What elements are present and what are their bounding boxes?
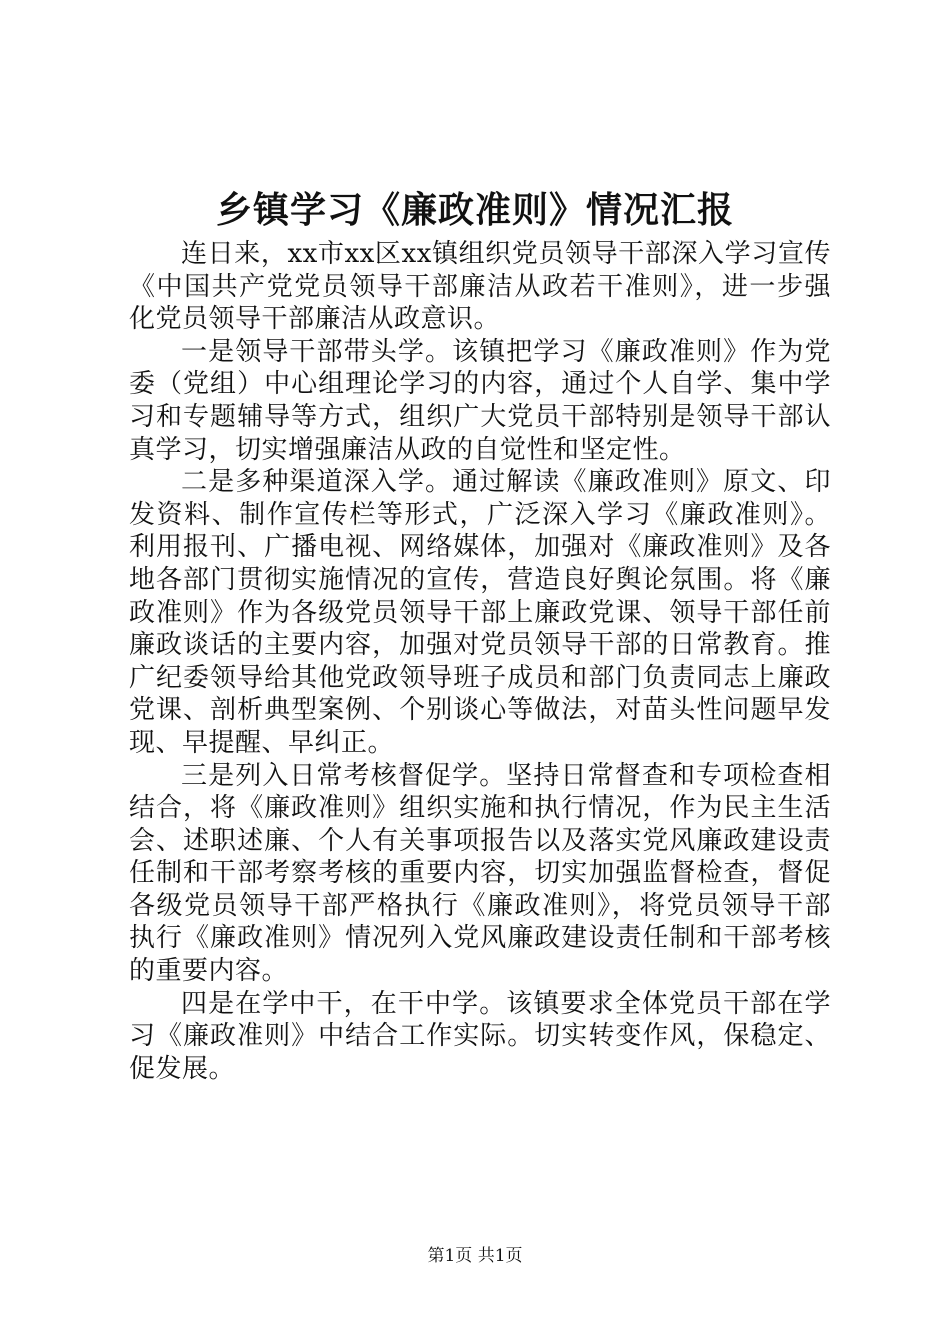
paragraph-point-2: 二是多种渠道深入学。通过解读《廉政准则》原文、印发资料、制作宣传栏等形式，广泛深入学习《廉政准则》。利用报刊、广播电视、网络媒体，加强对《廉政准则》及各地各部门贯彻实施情况的宣传，营造良好舆论氛围。将《廉政准则》作为各级党员领导干部上廉政党课、领导干部任前廉政谈话的主要内容，加强对党员领导干部的日常教育。推广纪委领导给其他党政领导班子成员和部门负责同志上廉政党课、剖析典型案例、个别谈心等做法，对苗头性问题早发现、早提醒、早纠正。 (129, 467, 831, 758)
document-title: 乡镇学习《廉政准则》情况汇报 (215, 189, 734, 231)
paragraph-point-1: 一是领导干部带头学。该镇把学习《廉政准则》作为党委（党组）中心组理论学习的内容，通过个人自学、集中学习和专题辅导等方式，组织广大党员干部特别是领导干部认真学习，切实增强廉洁从政的自觉性和坚定性。 (129, 336, 831, 465)
document-body (129, 238, 831, 1085)
page-footer: 第1页 共1页 (427, 1246, 523, 1266)
paragraph-point-4: 四是在学中干，在干中学。该镇要求全体党员干部在学习《廉政准则》中结合工作实际。切实转变作风，保稳定、促发展。 (129, 988, 831, 1084)
paragraph-intro: 连日来，xx市xx区xx镇组织党员领导干部深入学习宣传《中国共产党党员领导干部廉洁从政若干准则》，进一步强化党员领导干部廉洁从政意识。 (129, 239, 831, 335)
paragraph-point-3: 三是列入日常考核督促学。坚持日常督查和专项检查相结合，将《廉政准则》组织实施和执行情况，作为民主生活会、述职述廉、个人有关事项报告以及落实党风廉政建设责任制和干部考察考核的重要内容，切实加强监督检查，督促各级党员领导干部严格执行《廉政准则》，将党员领导干部执行《廉政准则》情况列入党风廉政建设责任制和干部考核的重要内容。 (129, 760, 831, 987)
